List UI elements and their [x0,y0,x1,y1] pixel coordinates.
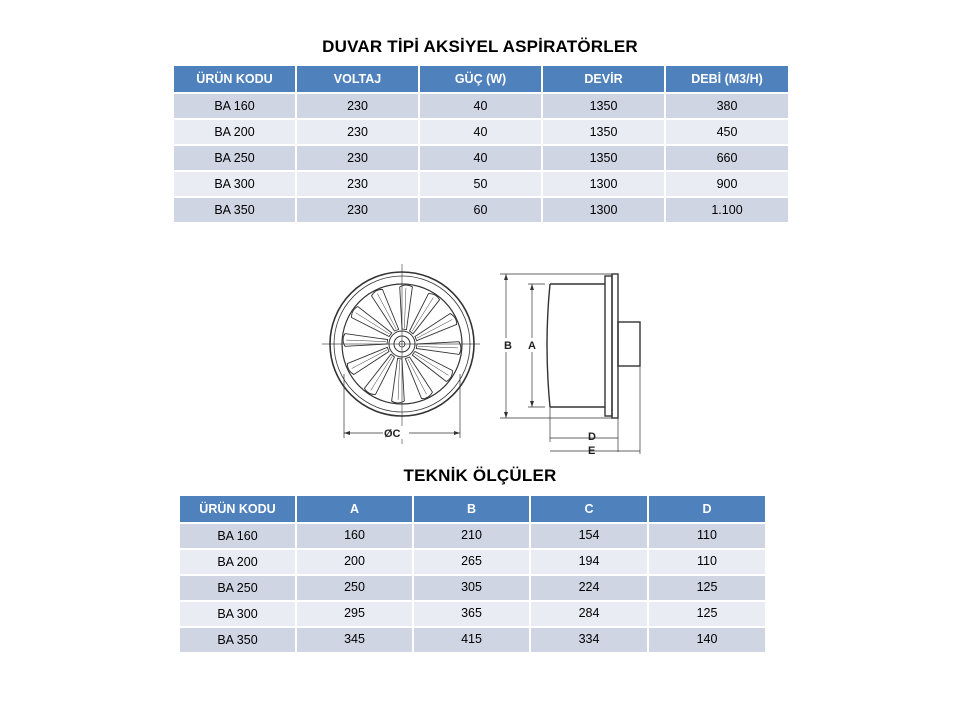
table-cell: 160 [296,523,413,549]
table-cell: 230 [296,145,419,171]
dimension-label-c: ØC [384,428,401,440]
table-cell: 380 [665,93,789,119]
table-cell: 194 [530,549,648,575]
fan-blade [352,306,392,336]
table-cell: 1350 [542,93,665,119]
dimension-table-header-row [179,495,766,523]
table-cell: 110 [648,549,766,575]
table-cell: 334 [530,627,648,653]
header-a: A [296,495,413,523]
table-cell: 1350 [542,145,665,171]
table-cell: 284 [530,601,648,627]
table-cell: 1300 [542,171,665,197]
dimension-label-b: B [504,340,512,352]
header-debi: DEBİ (M3/H) [665,65,789,93]
table-cell: 140 [648,627,766,653]
table-cell: 660 [665,145,789,171]
dimension-label-d: D [588,431,596,443]
table-row [179,549,766,575]
fan-blade-rib [346,340,386,342]
table-cell: 265 [413,549,530,575]
table-row [179,601,766,627]
table-row [173,197,789,223]
table-cell: 210 [413,523,530,549]
dimension-table-title: TEKNİK ÖLÇÜLER [403,466,557,485]
table-cell: 230 [296,93,419,119]
table-cell: 1.100 [665,197,789,223]
table-cell: 250 [296,575,413,601]
table-cell: BA 300 [173,171,296,197]
table-cell: 230 [296,171,419,197]
table-cell: 110 [648,523,766,549]
fan-blade [412,352,452,382]
table-cell: 230 [296,197,419,223]
header-urun-kodu: ÜRÜN KODU [173,65,296,93]
header-urun-kodu: ÜRÜN KODU [179,495,296,523]
table-cell: 450 [665,119,789,145]
table-row [173,145,789,171]
fan-technical-drawing [320,262,650,460]
fan-blade [415,314,457,341]
table-row [173,93,789,119]
table-cell: BA 250 [173,145,296,171]
spec-table-header-row [173,65,789,93]
header-devir: DEVİR [542,65,665,93]
table-cell: 1350 [542,119,665,145]
fan-blade-rib [404,288,406,328]
table-cell: 224 [530,575,648,601]
table-row [179,627,766,653]
table-cell: 1300 [542,197,665,223]
header-d: D [648,495,766,523]
table-cell: 40 [419,145,542,171]
fan-blade-rib [418,346,458,348]
table-cell: BA 250 [179,575,296,601]
table-cell: 345 [296,627,413,653]
header-guc: GÜÇ (W) [419,65,542,93]
table-cell: 295 [296,601,413,627]
fan-blade [405,357,432,399]
table-cell: BA 200 [179,549,296,575]
header-c: C [530,495,648,523]
fan-blade [364,354,394,394]
header-voltaj: VOLTAJ [296,65,419,93]
dimension-label-a: A [528,340,536,352]
table-row [179,523,766,549]
table-cell: 60 [419,197,542,223]
table-cell: 900 [665,171,789,197]
fan-blade-rib [398,360,400,400]
table-cell: 230 [296,119,419,145]
fan-blade [372,289,399,331]
table-cell: 200 [296,549,413,575]
fan-side-view [500,274,640,454]
fan-blade [392,358,405,403]
table-cell: 125 [648,575,766,601]
table-cell: BA 200 [173,119,296,145]
table-cell: BA 300 [179,601,296,627]
table-row [179,575,766,601]
fan-blade [410,294,440,334]
table-cell: 365 [413,601,530,627]
table-cell: 305 [413,575,530,601]
fan-blade [343,334,388,347]
spec-table-title: DUVAR TİPİ AKSİYEL ASPİRATÖRLER [322,37,638,56]
dimension-label-e: E [588,445,596,457]
fan-front-view [322,264,480,444]
table-cell: 50 [419,171,542,197]
table-cell: BA 350 [179,627,296,653]
table-cell: 40 [419,93,542,119]
header-b: B [413,495,530,523]
table-cell: 125 [648,601,766,627]
table-cell: BA 160 [179,523,296,549]
dimension-table [178,494,767,654]
fan-blade [347,347,389,374]
spec-table [172,64,790,224]
table-row [173,119,789,145]
table-cell: 154 [530,523,648,549]
fan-blade [416,342,461,355]
fan-blade [400,285,413,330]
table-cell: 415 [413,627,530,653]
table-cell: BA 350 [173,197,296,223]
table-cell: 40 [419,119,542,145]
table-row [173,171,789,197]
table-cell: BA 160 [173,93,296,119]
